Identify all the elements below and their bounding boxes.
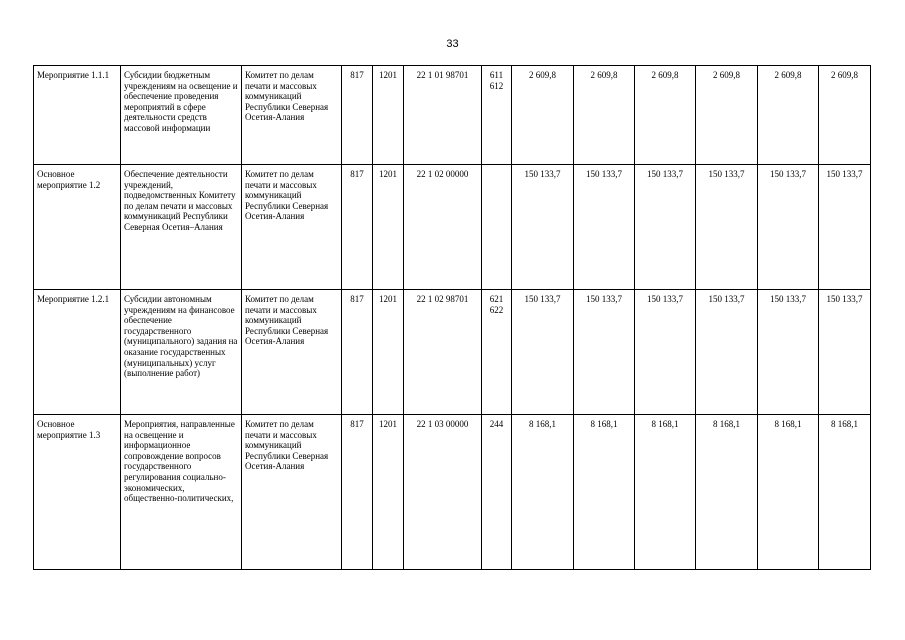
- amount-cell: 8 168,1: [512, 415, 574, 570]
- amount-cell: 8 168,1: [758, 415, 819, 570]
- amount-cell: 8 168,1: [819, 415, 871, 570]
- grbs-code-cell: 817: [342, 165, 373, 290]
- csr-code-cell: 22 1 02 98701: [404, 290, 482, 415]
- page-number: 33: [446, 38, 459, 50]
- vr-code-cell: [482, 165, 512, 290]
- amount-cell: 150 133,7: [819, 290, 871, 415]
- grbs-code-cell: 817: [342, 66, 373, 165]
- executor-cell: Комитет по делам печати и массовых коммуникаций Республики Северная Осетия-Алания: [242, 415, 342, 570]
- amount-cell: 150 133,7: [512, 290, 574, 415]
- amount-cell: 2 609,8: [574, 66, 635, 165]
- event-description-cell: Мероприятия, направленные на освещение и информационное сопровождение вопросов государственного регулирования социально-экономических, общественно-политических,: [121, 415, 242, 570]
- event-description-cell: Субсидии автономным учреждениям на финансовое обеспечение государственного (муниципального) задания на оказание государственных (муниципальных) услуг (выполнение работ): [121, 290, 242, 415]
- amount-cell: 150 133,7: [635, 165, 696, 290]
- amount-cell: 150 133,7: [758, 290, 819, 415]
- table-row: [34, 290, 871, 415]
- event-description-cell: Субсидии бюджетным учреждениям на освещение и обеспечение проведения мероприятий в сфере деятельности средств массовой информации: [121, 66, 242, 165]
- amount-cell: 2 609,8: [696, 66, 758, 165]
- vr-code-cell: 611 612: [482, 66, 512, 165]
- grbs-code-cell: 817: [342, 290, 373, 415]
- csr-code-cell: 22 1 02 00000: [404, 165, 482, 290]
- amount-cell: 2 609,8: [512, 66, 574, 165]
- event-name-cell: Основное мероприятие 1.3: [34, 415, 121, 570]
- rzpr-code-cell: 1201: [373, 290, 404, 415]
- event-name-cell: Основное мероприятие 1.2: [34, 165, 121, 290]
- event-name-cell: Мероприятие 1.1.1: [34, 66, 121, 165]
- amount-cell: 150 133,7: [512, 165, 574, 290]
- table-row: [34, 415, 871, 570]
- event-description-cell: Обеспечение деятельности учреждений, подведомственных Комитету по делам печати и массовых коммуникаций Республики Северная Осетия–Алания: [121, 165, 242, 290]
- vr-code-cell: 244: [482, 415, 512, 570]
- executor-cell: Комитет по делам печати и массовых коммуникаций Республики Северная Осетия-Алания: [242, 165, 342, 290]
- rzpr-code-cell: 1201: [373, 165, 404, 290]
- amount-cell: 2 609,8: [758, 66, 819, 165]
- amount-cell: 150 133,7: [696, 165, 758, 290]
- amount-cell: 150 133,7: [696, 290, 758, 415]
- amount-cell: 150 133,7: [635, 290, 696, 415]
- rzpr-code-cell: 1201: [373, 415, 404, 570]
- table-row: [34, 66, 871, 165]
- amount-cell: 2 609,8: [635, 66, 696, 165]
- csr-code-cell: 22 1 01 98701: [404, 66, 482, 165]
- grbs-code-cell: 817: [342, 415, 373, 570]
- budget-table: [33, 65, 871, 570]
- amount-cell: 150 133,7: [574, 165, 635, 290]
- table-row: [34, 165, 871, 290]
- executor-cell: Комитет по делам печати и массовых коммуникаций Республики Северная Осетия-Алания: [242, 290, 342, 415]
- amount-cell: 8 168,1: [574, 415, 635, 570]
- amount-cell: 150 133,7: [758, 165, 819, 290]
- amount-cell: 8 168,1: [635, 415, 696, 570]
- rzpr-code-cell: 1201: [373, 66, 404, 165]
- amount-cell: 2 609,8: [819, 66, 871, 165]
- amount-cell: 150 133,7: [574, 290, 635, 415]
- amount-cell: 150 133,7: [819, 165, 871, 290]
- amount-cell: 8 168,1: [696, 415, 758, 570]
- csr-code-cell: 22 1 03 00000: [404, 415, 482, 570]
- event-name-cell: Мероприятие 1.2.1: [34, 290, 121, 415]
- vr-code-cell: 621 622: [482, 290, 512, 415]
- executor-cell: Комитет по делам печати и массовых коммуникаций Республики Северная Осетия-Алания: [242, 66, 342, 165]
